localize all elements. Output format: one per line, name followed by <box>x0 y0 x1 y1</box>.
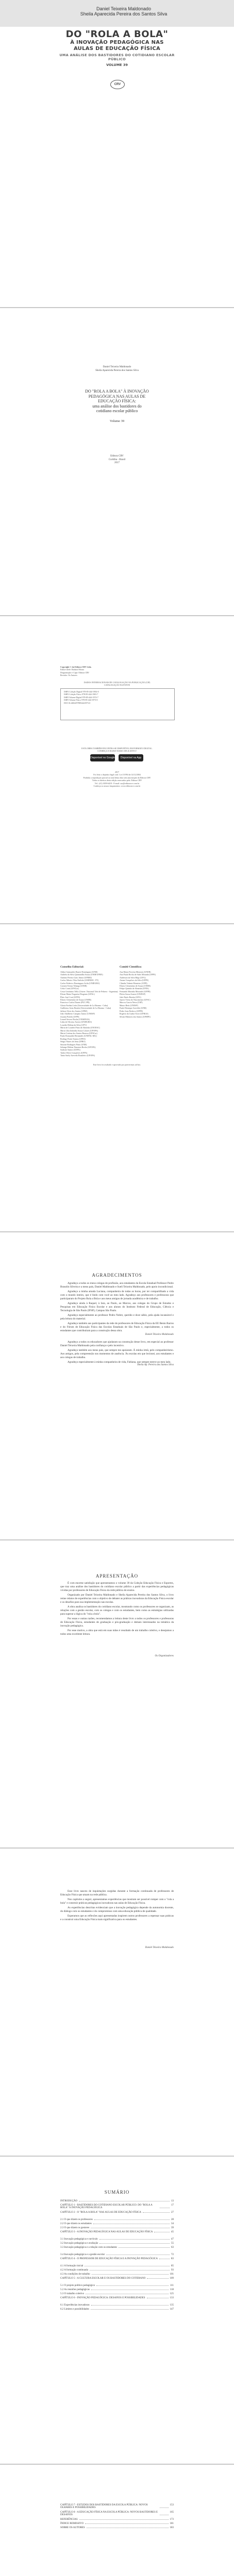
council-member: Silvan Menezes dos Santos (UFRPE) <box>120 1015 151 1018</box>
summary-row <box>60 2269 174 2272</box>
summary-dots <box>86 2293 168 2294</box>
publisher-city: Curitiba - Brasil <box>108 458 126 461</box>
summary-dots <box>96 2284 169 2286</box>
cover-author-2: Sheila Aparecida Pereira dos Santos Silva <box>80 11 168 16</box>
summary-row <box>60 2242 174 2245</box>
body-paragraph: Agradeço a todos os educadores que ajudaram na construção desse livro, em especial ao professor Daniel Teixeira Maldonado pela confiança e pelo incentivo. <box>60 1341 174 1347</box>
summary-label: 3.2 Inovação pedagógica e avaliação <box>60 2242 98 2245</box>
summary-dots <box>147 2297 169 2298</box>
council-member: João Paulo Beretta (UFG) <box>120 995 141 998</box>
summary-row <box>60 2297 174 2299</box>
summary-label: 3.1 Inovação pedagógica e currículo <box>60 2238 98 2241</box>
publisher-name: Editora CRV <box>110 455 124 457</box>
cover-authors <box>77 6 170 16</box>
summary-page-number: 93 <box>171 2269 174 2272</box>
summary-page-number: 13 <box>171 2200 174 2202</box>
council-member: Rogério da Cunha Voser (UFRGS) <box>120 1012 148 1015</box>
council-member: Cesar Gerónimo Tello (Univer .Nacional Três de Febrero - Argentina) <box>60 990 118 993</box>
digital-note: ESTA OBRA TAMBÉM ENCONTRA-SE DISPONÍVEL EM FORMATO DIGITAL. <box>81 747 153 750</box>
presentation-continued-page <box>0 1849 234 2156</box>
summary-dots <box>92 2273 169 2275</box>
copyright-header <box>60 666 174 677</box>
council-member: Ariane Gonçalves da Silva (UFPE) <box>120 979 149 982</box>
acknowledgments-signature-2: Sheila Ap. Pereira dos Santos Silva <box>137 1364 174 1366</box>
body-paragraph: Agradeço especialmente à minha companheira de vida, Fabiana, que sempre esteve ao meu lado. <box>68 1361 171 1364</box>
council-left-heading: Conselho Editorial: <box>60 965 84 969</box>
council-member: Elizeu Clementino de Souza (UNEB) <box>60 998 91 1002</box>
council-member: Gloria Fariñas León (Universidade de La Havana - Cuba) <box>60 1004 108 1007</box>
summary-label: CAPÍTULO 2 - O "ROLA A BOLA" NAS AULAS DE EDUCAÇÃO FÍSICA <box>60 2211 142 2214</box>
presentation-body <box>60 1582 174 1637</box>
crv-logo-icon: CRV <box>110 80 125 89</box>
council-member: Marcos Garcia Neira (USP) <box>120 1001 143 1004</box>
digital-notice <box>60 747 174 753</box>
summary-label: 5.2 As reuniões pedagógicas <box>60 2289 90 2291</box>
title-line-1: DO "ROLA A BOLA" À INOVAÇÃO <box>85 389 149 394</box>
summary-label: SOBRE OS AUTORES <box>60 2527 85 2529</box>
council-left-list <box>60 971 118 1057</box>
editor-line: Editor-chefe: Railson Moura <box>60 668 84 671</box>
cover-title-sub-2: AULAS DE EDUCAÇÃO FÍSICA <box>73 46 161 52</box>
summary-label: 3.4 Inovação pedagógica e a gestão escolar <box>60 2253 105 2256</box>
design-line: Diagramação e Capa: Editora CRV <box>60 671 90 674</box>
council-member: Guillermo Arias Beatón (Universidade de La Havana - Cuba) <box>60 1007 111 1010</box>
summary-page <box>0 2157 234 2464</box>
council-member: João Adalberto Campato Junior (UNESP) <box>60 1012 95 1015</box>
app-note: CONHEÇA E BAIXE NOSSO APLICATIVO! <box>97 750 137 753</box>
council-member: Carlos Alberto Vilar Estêvão (UMINHO - PT) <box>60 979 99 982</box>
council-member: Felipe Quintão de Almeida (UFES) <box>120 987 149 990</box>
google-play-badge[interactable]: Disponível no Google Play <box>90 754 115 761</box>
summary-page-number: 63 <box>171 2246 174 2249</box>
council-page <box>0 924 234 1231</box>
acknowledgments-body <box>60 1282 174 1334</box>
presentation-signature-2: Daniel Teixeira Maldonado <box>145 1946 174 1949</box>
summary-label: REFERÊNCIAS <box>60 2518 78 2521</box>
copyright-page <box>0 616 234 923</box>
council-member: Antônio Pereira Gaio Júnior (UFRRJ) <box>60 976 92 979</box>
title-page-author-2: Sheila Aparecida Pereira dos Santos Silva <box>95 369 139 372</box>
council-member: Flávia Sousa Soares (UNIFAP) <box>120 993 146 996</box>
copyright-footer <box>60 771 174 787</box>
presentation-body-2 <box>60 1890 174 1923</box>
summary-page-number: 34 <box>171 2223 174 2225</box>
summary-dots <box>119 2246 170 2248</box>
summary-dots <box>160 2204 170 2208</box>
title-line-5: cotidiano escolar público <box>96 409 138 413</box>
summary-row <box>60 2289 174 2291</box>
summary-row <box>60 2211 174 2214</box>
summary-label: CAPÍTULO 6 - INOVAÇÃO PEDAGÓGICA: DESAFIOS E POSSIBILIDADES <box>60 2297 145 2299</box>
publisher-year: 2017 <box>114 462 120 464</box>
summary-row <box>60 2522 174 2525</box>
summary-page-number: 72 <box>171 2253 174 2256</box>
council-member: Elione Maria Nogueira Diogenes (UFAL) <box>60 993 95 996</box>
title-line-3: EDUCAÇÃO FÍSICA: <box>97 399 136 403</box>
council-member: Élsio José Corá (UFFS) <box>60 995 80 998</box>
body-paragraph: Por essas e outras razões, recomendamos a leitura deste livro a todos os professores e professoras de Educação Física, estudantes de graduação e pós-graduação e demais interessados na temática da inovação pedagógica. <box>60 1617 174 1628</box>
summary-page-number: 153 <box>170 2504 174 2506</box>
cover-title-block <box>52 29 182 67</box>
cip-heading <box>60 681 174 687</box>
council-member: Maria Lília Imbiriba Sousa Colares (UFOPA) <box>60 1029 98 1032</box>
summary-continued-page <box>0 2465 234 2576</box>
isbn-line: ISBN Coleção Digital 978-85-444-1902-0 <box>64 690 99 693</box>
cover-subtitle: UMA ANÁLISE DOS BASTIDORES DO COTIDIANO ESCOLAR PÚBLICO <box>59 53 175 61</box>
body-paragraph: Esse livro nasceu de inquietações surgidas durante a formação continuada de professores de Educação Física que atuam na rede pública. <box>60 1890 174 1896</box>
council-member: Andréia da Silva Quintanilha Sousa (UNIR/UFRN) <box>60 973 103 976</box>
summary-dots <box>85 2522 168 2524</box>
presentation-heading: APRESENTAÇÃO <box>95 1573 139 1579</box>
title-page <box>0 308 234 615</box>
summary-label: CAPÍTULO 7 - ESTUDOS DOS BASTIDORES DA ESCOLA PÚBLICA: NOVOS OLHARES E POSSIBILIDADES <box>60 2504 148 2509</box>
summary-page-number: 101 <box>170 2273 174 2276</box>
summary-page-number: 181 <box>170 2522 174 2525</box>
title-page-title <box>58 389 176 423</box>
summary-dots <box>94 2218 170 2220</box>
summary-dots <box>159 2258 170 2259</box>
council-member: Tania Suely Azevedo Brasileiro (UFOPA) <box>60 1054 95 1057</box>
footer-line: Tel.: (41) 3039-6418 - E-mail: sac@editoracrv.com.br <box>94 782 140 785</box>
summary-page-number: 85 <box>171 2265 174 2267</box>
summary-heading: SUMÁRIO <box>104 2190 130 2195</box>
summary-dots <box>79 2200 170 2201</box>
title-page-authors <box>65 366 169 372</box>
summary-dots <box>99 2238 170 2240</box>
council-member: Jailson Alves dos Santos (UFRJ) <box>60 1009 88 1012</box>
isbn-list <box>61 689 174 706</box>
council-member: Maria de Lourdes Pinto de Almeida (UNOESC) <box>60 1026 100 1029</box>
summary-page-number: 147 <box>170 2308 174 2311</box>
council-member: Simone Rodrigues Pinto (UNB) <box>60 1043 87 1046</box>
title-line-2: PEDAGÓGICA NAS AULAS DE <box>88 394 146 399</box>
council-member: Elizeu Clementino de Souza (UNEB) <box>120 985 151 988</box>
summary-dots <box>160 2504 169 2508</box>
cover-author-1: Daniel Teixeira Maldonado <box>96 6 151 11</box>
summary-row <box>60 2223 174 2225</box>
council-member: Rodrigo Pratte-Santos (UFES) <box>60 1037 86 1040</box>
summary-label: INTRODUÇÃO <box>60 2200 78 2202</box>
summary-label: 5.3 O trabalho coletivo <box>60 2293 85 2295</box>
summary-label: CAPÍTULO 5 - A CULTURA ESCOLAR E OS BASTIDORES DO COTIDIANO <box>60 2277 146 2280</box>
summary-row <box>60 2238 174 2241</box>
cip-box <box>60 688 175 720</box>
title-volume: Volume 39 <box>109 419 125 423</box>
summary-dots <box>91 2227 170 2228</box>
council-member: Francisco Carlos Duarte (PUC-PR) <box>60 1001 90 1004</box>
council-member: Cláudia Valente Monteiro (UFPI) <box>120 981 147 985</box>
footer-line: 2017 <box>115 771 119 773</box>
council-member: Paulo Henrique Azevêdo (UNB) <box>120 1007 147 1010</box>
app-store-badge[interactable]: Disponível na App Store <box>119 754 143 761</box>
summary-page-number: 45 <box>171 2231 174 2233</box>
summary-row <box>60 2253 174 2256</box>
council-right-heading: Comitê Científico: <box>120 965 142 969</box>
title-page-author-1: Daniel Teixeira Maldonado <box>103 366 131 368</box>
cover-title-sub-1: À INOVAÇÃO PEDAGÓGICA NAS <box>70 40 164 45</box>
summary-row <box>60 2231 174 2233</box>
summary-row <box>60 2200 174 2202</box>
summary-label: 4.2 A formação continuada <box>60 2269 88 2272</box>
summary-row <box>60 2204 174 2209</box>
council-member: Celso Conti (UFSCar) <box>60 987 79 990</box>
footer-line: Proibida a reprodução parcial ou total desta obra sem autorização da Editora CRV <box>83 776 151 779</box>
council-member: Carlos Federico Dominguez Avila (UNIEURO) <box>60 981 100 985</box>
summary-dots <box>79 2518 169 2520</box>
summary-row <box>60 2246 174 2249</box>
summary-page-number: 47 <box>171 2238 174 2241</box>
summary-label: CAPÍTULO 4 - O PROFESSOR DE EDUCAÇÃO FÍSICA E A INOVAÇÃO PEDAGÓGICA <box>60 2258 158 2260</box>
summary-page-number: 165 <box>170 2511 174 2514</box>
body-paragraph: Por esse motivo, a obra que está em suas mãos é resultado de um trabalho coletivo, e desejamos a todos uma excelente leitura. <box>60 1629 174 1636</box>
summary-label: 6.2 Limites e possibilidades <box>60 2308 89 2311</box>
council-member: Tadeu Oliver Gonçalves (UFPA) <box>60 1051 88 1054</box>
council-member: Ana Maria Ferreira Menezes (UNEB) <box>120 971 151 973</box>
presentation-signature: Os Organizadores <box>155 1655 174 1657</box>
summary-label: 4.1 A formação inicial <box>60 2265 83 2267</box>
summary-dots <box>93 2223 170 2224</box>
summary-row <box>60 2284 174 2287</box>
cover-title-main: DO "ROLA A BOLA" <box>65 29 169 40</box>
summary-dots <box>106 2253 170 2255</box>
summary-page-number: 83 <box>171 2258 174 2260</box>
summary-dots <box>147 2277 168 2279</box>
council-right-list <box>120 971 177 1018</box>
summary-row <box>60 2518 174 2521</box>
summary-page-number: 27 <box>171 2211 174 2214</box>
council-member: Ana Paula Rocha de Sales Miranda (UFPE) <box>120 973 156 976</box>
cover-volume: VOLUME 39 <box>106 63 128 67</box>
summary-label: CAPÍTULO 1 - BASTIDORES DO COTIDIANO ESCOLAR PÚBLICO: DO "ROLA A BOLA" À INOVAÇÃO PEDAGÓGICA <box>60 2204 153 2209</box>
acknowledgments-body-2 <box>60 1341 174 1365</box>
body-paragraph: Agradeço a todos os meus colegas de profissão, aos estudantes da Escola Estadual Professor Pedro Brasolin Silveira e a meus pais, Daniel Maldonado e Sueli Teixeira Maldonado, pelo apoio incondicional. <box>60 1282 174 1289</box>
body-paragraph: Agradeço também aos participantes da rede de professores de Educação Física da EE Bento Barros e do Fórum de Educação Física das Escolas Estaduais de São Paulo e, especialmente, a todos os estudantes que contribuíram para a construção dessa obra. <box>60 1322 174 1332</box>
summary-row <box>60 2504 174 2509</box>
council-member: Carmen Tereza Velanga (UNIR) <box>60 985 87 988</box>
summary-dots <box>91 2289 169 2290</box>
council-member: Paulo Romualdo Hernandes (UNIFAL-MG) <box>60 1035 97 1038</box>
summary-dots <box>143 2211 170 2213</box>
summary-dots <box>91 2308 169 2310</box>
isbn-line: DOI 10.24824/978854441973.0 <box>64 701 91 704</box>
summary-dots <box>160 2511 169 2515</box>
summary-row <box>60 2293 174 2295</box>
council-member: Mauro Betti (UNESP) <box>120 1004 138 1007</box>
body-paragraph: Esperamos que as reflexões aqui apresentadas inspirem outros professores a repensar suas práticas e a construir uma Educação Física mais significativa para os estudantes. <box>60 1914 174 1921</box>
summary-label: 2.1 O que dizem os professores <box>60 2218 93 2221</box>
council-member: Aldira Guimarães Duarte Domínguez (UNB) <box>60 971 98 973</box>
body-paragraph: Organizado por Daniel Teixeira Maldonado e Sheila Aparecida Pereira dos Santos Silva, o livro reúne relatos de experiências com o objetivo de debater as práticas inovadoras da Educação Física escolar e os desafios para sua implementação nas escolas. <box>60 1594 174 1604</box>
council-member: Sérgio Nunes de Jesus (IFRO) <box>60 1040 86 1043</box>
presentation-page <box>0 1540 234 1848</box>
council-member: Solange Helena Ximenes-Rocha (UFOPA) <box>60 1045 96 1048</box>
council-footer: Este livro foi avaliado e aprovado por pareceristas ad hoc. <box>93 1063 141 1066</box>
body-paragraph: A obra analisa os bastidores do cotidiano escolar, mostrando como os professores se organizam, as relações com a gestão escolar, com os colegas e com os estudantes, bem como as estratégias utilizadas para superar a lógica do "rola a bola". <box>60 1605 174 1616</box>
council-member: Juarez Vieira do Nascimento (UFSC) <box>120 998 151 1002</box>
isbn-line: ISBN Volume Digital 978-85-444-1974-7 <box>64 696 98 699</box>
summary-row <box>60 2265 174 2267</box>
acknowledgments-heading: AGRADECIMENTOS <box>92 1273 142 1278</box>
footer-line: Foi feito o depósito legal conf. Lei 10.994 de 14/12/2004 <box>93 773 141 776</box>
body-paragraph: É com enorme satisfação que apresentamos o volume 39 da Coleção Educação Física e Esportes, que traz uma análise dos bastidores do cotidiano escolar público a partir das experiências pedagógicas vividas por professores de Educação Física da rede pública de ensino. <box>60 1582 174 1592</box>
title-line-4: uma análise dos bastidores do <box>92 403 142 409</box>
body-paragraph: Agradeço a minha amada Luciana, companheira de todas as horas, por ter compartilhado a vida com o mundo inteiro, que é lindo com você ao meu lado. Agradeço aos professores e professoras que participaram do Projeto Rola a Bola e aos meus amigos de jornada acadêmica e de trabalho. <box>60 1290 174 1300</box>
summary-dots <box>85 2265 170 2266</box>
summary-page-number: 133 <box>170 2297 174 2299</box>
summary-row <box>60 2227 174 2229</box>
summary-label: 2.3 O que dizem os gestores <box>60 2227 90 2229</box>
summary-row <box>60 2527 174 2529</box>
cip-title: DADOS INTERNACIONAIS DE CATALOGAÇÃO NA PUBLICAÇÃO (CIP) <box>83 681 151 684</box>
isbn-line: ISBN Coleção Físico 978-85-444-1903-7 <box>64 693 98 696</box>
council-member: Josania Portela (UFPI) <box>60 1015 79 1018</box>
body-paragraph: As experiências descritas evidenciam que a inovação pedagógica depende da autonomia docente, do diálogo com os estudantes e do compromisso com uma educação pública de qualidade. <box>60 1906 174 1913</box>
acknowledgments-signature-1: Daniel Teixeira Maldonado <box>145 1333 174 1336</box>
summary-dots <box>90 2269 170 2270</box>
council-member: Leonel Severo Rocha (UNISINOS) <box>60 1018 90 1021</box>
summary-row <box>60 2273 174 2276</box>
summary-page-number: 135 <box>170 2304 174 2307</box>
summary-label: 5.1 O projeto político pedagógico <box>60 2284 95 2287</box>
summary-page-number: 111 <box>170 2284 174 2287</box>
summary-label: ÍNDICE REMISSIVO <box>60 2522 84 2525</box>
summary-dots <box>91 2304 169 2306</box>
summary-page-number: 55 <box>171 2242 174 2245</box>
council-member: Anderson da Silva Rêgo (UFG) <box>120 976 146 979</box>
footer-line: Conheça os nossos lançamentos: www.editoracrv.com.br <box>93 785 141 788</box>
summary-label: 6.1 Experiências inovadoras <box>60 2304 90 2307</box>
body-paragraph: Agradeço também aos meus pais, que sempre me apoiaram. À minha irmã, pelo companheirismo. Aos amigos, pela compreensão nos momentos de ausência. Às escolas em que lecionei, aos estudantes e aos colegas de trabalho. <box>60 1349 174 1359</box>
title-page-publisher <box>65 455 169 465</box>
summary-row <box>60 2218 174 2221</box>
summary-row <box>60 2258 174 2260</box>
summary-label: CAPÍTULO 3 - A INOVAÇÃO PEDAGÓGICA NAS AULAS DE EDUCAÇÃO FÍSICA <box>60 2231 153 2233</box>
summary-dots <box>99 2242 170 2244</box>
body-paragraph: Nos capítulos a seguir, apresentamos experiências que mostram ser possível romper com o "rola a bola" e construir práticas pedagógicas inovadoras nas aulas de Educação Física. <box>60 1898 174 1905</box>
council-member: Maria Cristina dos Santos Bezerra (UFSCar) <box>60 1031 97 1035</box>
summary-page-number: 125 <box>170 2293 174 2295</box>
summary-page-number: 39 <box>171 2227 174 2229</box>
isbn-line: ISBN Volume Físico 978-85-444-1973-0 <box>64 699 98 702</box>
summary-page-number: 183 <box>170 2527 174 2529</box>
summary-page-number: 17 <box>171 2204 174 2207</box>
summary-row <box>60 2277 174 2280</box>
summary-row <box>60 2511 174 2516</box>
revision-line: Revisão: Os Autores <box>60 674 77 677</box>
summary-label: 3.3 Inovação pedagógica e a relação com os estudantes <box>60 2246 118 2249</box>
summary-row <box>60 2308 174 2311</box>
summary-page-number: 109 <box>170 2277 174 2280</box>
summary-page-number: 173 <box>170 2518 174 2521</box>
body-paragraph: Agradeço ainda à Raquel, à Iara, ao Paulo, ao Marcos, aos colegas do Grupo de Estudos e Pesquisas em Educação Física Escolar e aos alunos do Instituto Federal de Educação, Ciência e Tecnologia de São Paulo (IFSP), Campus São Paulo. <box>60 1302 174 1312</box>
body-paragraph: Agradeço especialmente ao professor Pedro Nobre, querido e doce sábio, pela ajuda incansável e pela leitura do material. <box>60 1314 174 1320</box>
footer-line: Todos os direitos desta edição reservados pela: Editora CRV <box>92 779 142 782</box>
summary-page-number: 28 <box>171 2218 174 2221</box>
council-member: Lídia de Oliveira Xavier (UNIEURO) <box>60 1021 92 1024</box>
council-member: Sydione Santos (UEPG) <box>60 1048 80 1052</box>
cip-subtitle: CATALOGAÇÃO NA FONTE <box>104 684 130 687</box>
summary-row <box>60 2304 174 2307</box>
copyright-line: Copyright © da Editora CRV Ltda. <box>60 666 92 668</box>
summary-label: 4.3 As condições de trabalho <box>60 2273 90 2276</box>
council-member: Fernando Marinho Mezzadri (UFPR) <box>120 990 151 993</box>
summary-page-number: 118 <box>170 2289 174 2291</box>
summary-label: 2.2 O que dizem os estudantes <box>60 2223 92 2225</box>
council-member: Pedro Ivan Pacheco (UFPE) <box>120 1009 143 1012</box>
cover-page <box>0 0 234 307</box>
summary-dots <box>154 2231 170 2232</box>
acknowledgments-page <box>0 1232 234 1539</box>
council-member: Lourdes Helena da Silva (UFV) <box>60 1023 87 1026</box>
summary-label: CAPÍTULO 8 - A EDUCAÇÃO FÍSICA NA ESCOLA PÚBLICA: NOVOS BASTIDORES E DESAFIOS <box>60 2511 158 2516</box>
summary-dots <box>87 2527 169 2528</box>
